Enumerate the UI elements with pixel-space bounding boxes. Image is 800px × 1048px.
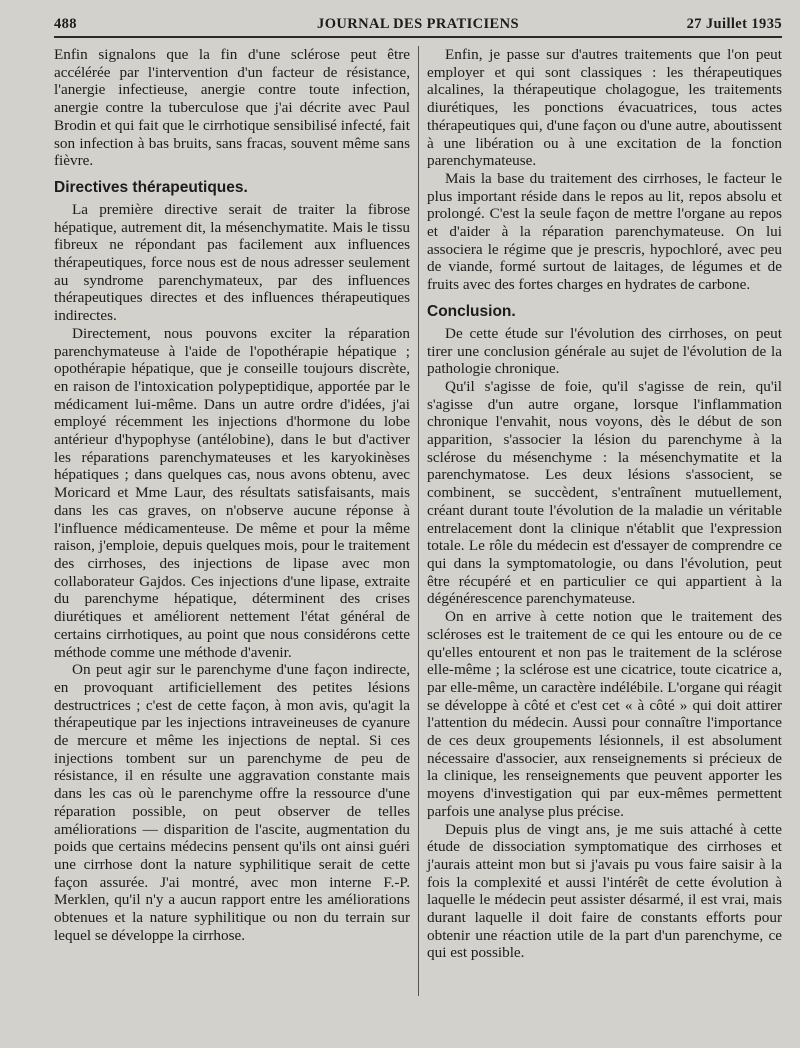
paragraph-anergie: Enfin signalons que la fin d'une sclérose peut être accélérée par l'intervention d'un facteur de résistance, l'anergie infectieuse, anergie contre toute infection, anergie contre la tuberculose que j'ai décrite avec Paul Brodin et qui fait que le cirrhotique sensibilisé infecté, fait son infection à bas bruits, sans fracas, souvent même sans fièvre. (54, 46, 410, 170)
heading-conclusion: Conclusion. (427, 302, 516, 320)
paragraph-premiere-directive: La première directive serait de traiter la fibrose hépatique, autrement dit, la mésenchymatite. Mais le tissu fibreux ne répondant pas facilement aux influences thérapeutiques, force nous est de nous adresser seulement au syndrome parenchymateux, par des influences thérapeutiques directes et des influences thérapeutiques indirectes. (54, 200, 410, 325)
issue-date: 27 Juillet 1935 (686, 16, 782, 32)
running-header (54, 14, 782, 38)
heading-directives: Directives thérapeutiques. (54, 178, 248, 196)
journal-title: JOURNAL DES PRATICIENS (317, 16, 519, 32)
page-number: 488 (54, 16, 77, 32)
paragraph-scleroses: On en arrive à cette notion que le traitement des scléroses est le traitement de ce qui les entoure ou de ce qu'elles entourent et non pas le traitement de la sclérose elle-même ; la sclérose est une cicatrice, toute cicatrice a, par elle-même, un caractère indélébile. L'organe qui réagit se développe à côté et c'est cet « à côté » qui doit attirer l'attention du médecin. Aussi pour connaître l'importance de ces deux groupements lésionnels, il est absolument nécessaire d'associer, aux renseignements si précieux de la clinique, les renseignements que peuvent apporter les moyens d'investigation qui par eux-mêmes permettent parfois une analyse plus précise. (427, 608, 782, 820)
paragraph-conclusion-generale: De cette étude sur l'évolution des cirrhoses, on peut tirer une conclusion générale au sujet de l'évolution de la pathologie chronique. (427, 324, 782, 378)
paragraph-vingt-ans: Depuis plus de vingt ans, je me suis attaché à cette étude de dissociation symptomatique des cirrhoses et j'aurais atteint mon but si j'avais pu vous faire saisir à la fois la complexité et aussi l'intérêt de cette évolution à laquelle le médecin peut assister désarmé, il est vrai, mais durant laquelle il doit faire de constants efforts pour obtenir une réaction utile de la part d'un parenchyme, ce qui est possible. (427, 820, 782, 962)
right-column (427, 46, 782, 962)
paragraph-repos: Mais la base du traitement des cirrhoses, le facteur le plus important réside dans le repos au lit, repos absolu et prolongé. C'est la seule façon de mettre l'organe au repos et d'aider à la réparation parenchymateuse. On lui associera le régime que je prescris, hypochloré, avec peu de viande, formé surtout de laitages, de légumes et de fruits avec des fortes charges en hydrates de carbone. (427, 169, 782, 294)
paragraph-foie-rein: Qu'il s'agisse de foie, qu'il s'agisse de rein, qu'il s'agisse d'un autre organe, lorsque l'inflammation chronique l'envahit, nous voyons, dès le début de son apparition, s'associer la lésion du parenchyme à la sclérose du mésenchyme : la mésenchymatite et la parenchymatose. Les deux lésions s'associent, se combinent, se succèdent, s'entraînent mutuellement, créant durant toute l'évolution de la maladie un véritable entrelacement dont la clinique n'établit que l'expression totale. Le rôle du médecin est d'essayer de comprendre ce qui dans la symptomatologie, ou dans l'évolution, peut être récupéré et en particulier ce qui appartient à la dégénérescence parenchymateuse. (427, 377, 782, 608)
column-rule (418, 46, 419, 996)
left-column (54, 46, 410, 944)
paragraph-autres-traitements: Enfin, je passe sur d'autres traitements que l'on peut employer et qui sont classiques : les thérapeutiques alcalines, la thérapeutique cholagogue, les traitements diurétiques, les ponctions évacuatrices, tous actes thérapeutiques qui, d'une façon ou d'une autre, aboutissent à une libération ou à une excitation de la fonction parenchymateuse. (427, 46, 782, 170)
paragraph-indirecte: On peut agir sur le parenchyme d'une façon indirecte, en provoquant artificiellement des petites lésions destructrices ; c'est de cette façon, à mon avis, qu'agit la thérapeutique par les injections intraveineuses de cyanure de mercure et même les injections de neptal. Si ces injections tombent sur un parenchyme de peu de résistance, il en résulte une aggravation constante mais dans les cas où le parenchyme offre la ressource d'une réparation possible, on peut observer de telles améliorations — disparition de l'ascite, augmentation du poids que certains médecins pensent qu'ils ont ainsi guéri une cirrhose dont la nature syphilitique serait de cette façon assurée. J'ai montré, avec mon interne F.-P. Merklen, qu'il n'y a aucun rapport entre les améliorations obtenues et la nature syphilitique ou non du terrain sur lequel se développe la cirrhose. (54, 661, 410, 944)
paragraph-directement: Directement, nous pouvons exciter la réparation parenchymateuse à l'aide de l'opothérapie hépatique ; opothérapie hépatique, que je conseille toujours discrète, en raison de l'intoxication polypeptidique, apportée par le médicament lui-même. Dans un autre ordre d'idées, j'ai employé récemment les injections d'hormone du lobe antérieur d'hypophyse (antélobine), dans le but d'activer les réparations parenchymateuses et les karyokinèses hépatiques ; dans quelques cas, nous avons obtenu, avec Moricard et Mme Laur, des résultats satisfaisants, mais dans les cas graves, on n'observe aucune réponse à l'influence médicamenteuse. De même et pour la même raison, j'emploie, depuis quelques mois, pour le traitement des cirrhoses, des injections de lipase avec mon collaborateur Gajdos. Ces injections d'une lipase, extraite du parenchyme hépatique, déterminent des crises diurétiques et améliorent nettement l'état général de certains cirrhotiques, au point que nous considérons cette méthode comme une méthode d'avenir. (54, 324, 410, 661)
